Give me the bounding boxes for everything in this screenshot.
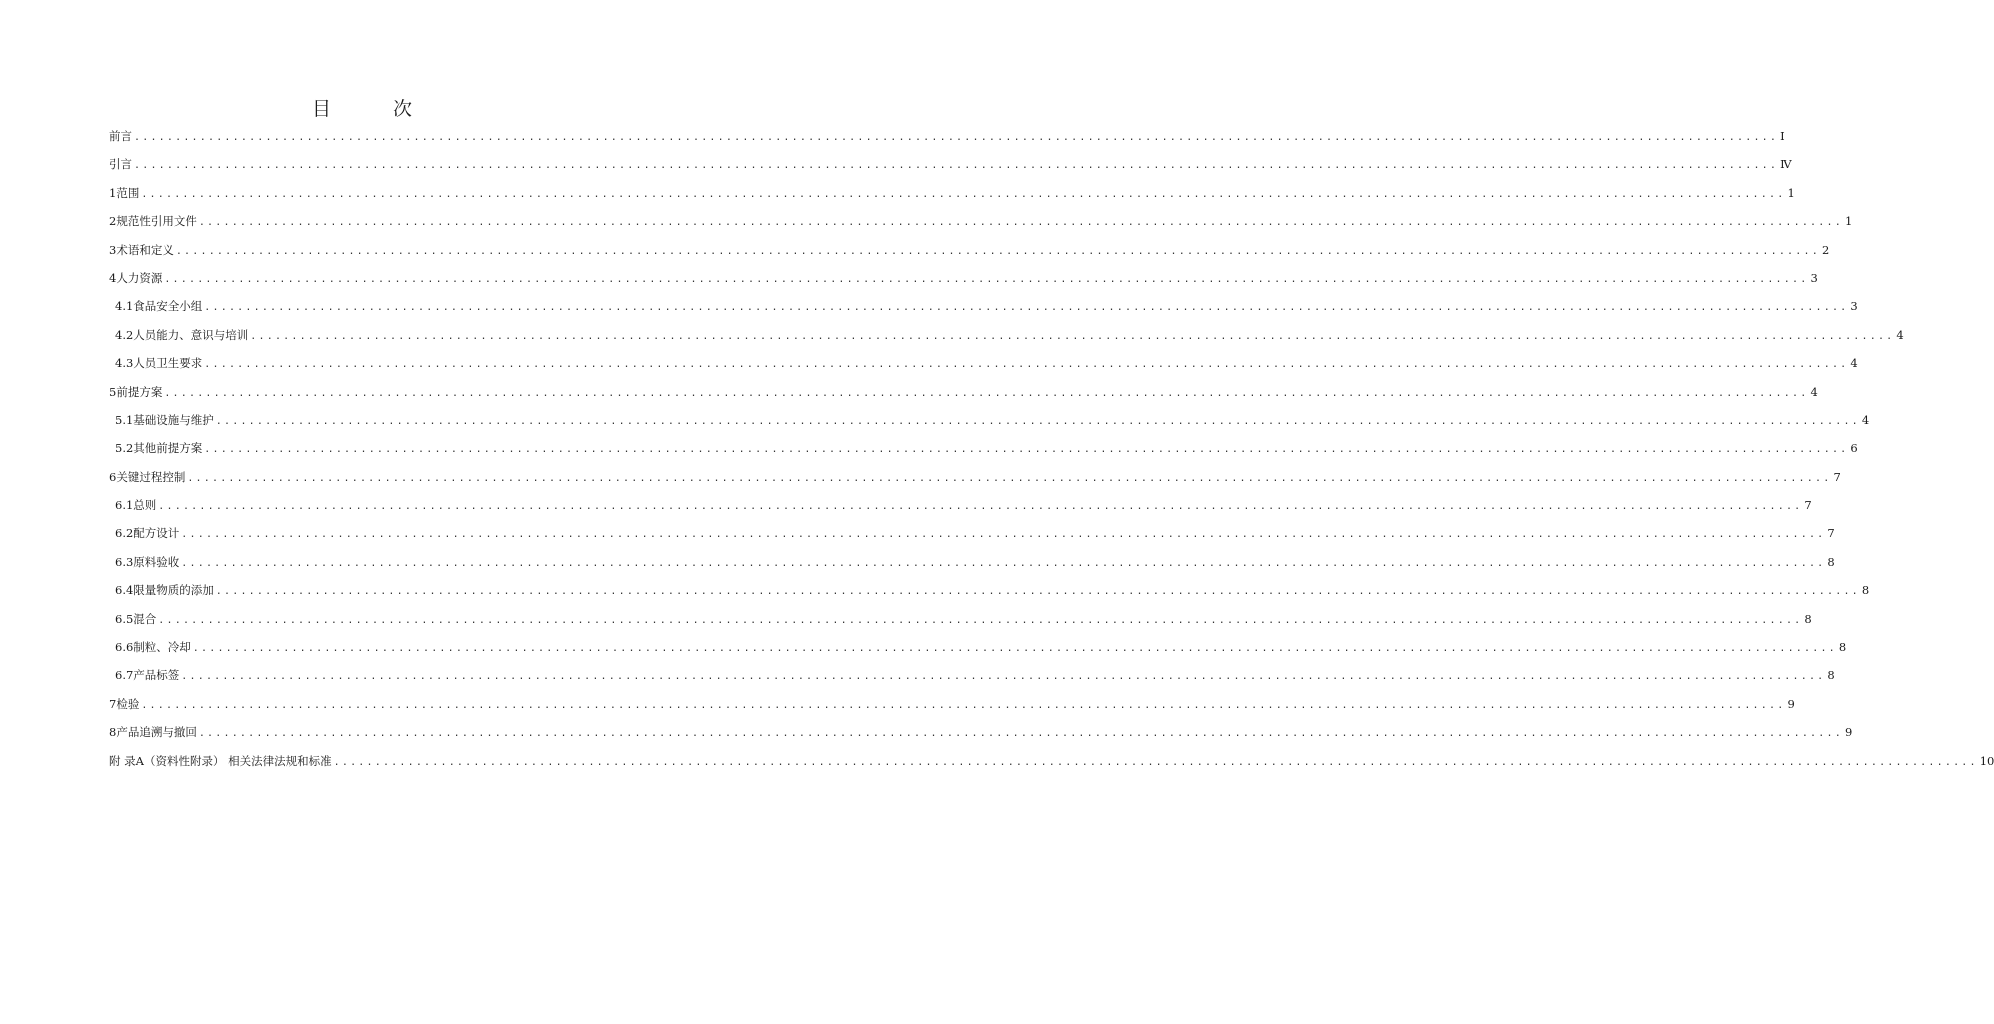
- toc-leader-dots: ........................................................................................................................................................................................................: [187, 472, 1832, 484]
- toc-entry: [109, 185, 1795, 213]
- toc-entry-label: 基础设施与维护: [133, 412, 214, 427]
- toc-entry-page: 8: [1827, 554, 1835, 569]
- toc-leader-dots: ........................................................................................................................................................................................................: [181, 557, 1826, 569]
- toc-entry-label: A（资料性附录） 相关法律法规和标准: [135, 753, 332, 768]
- toc-leader-dots: ........................................................................................................................................................................................................: [134, 160, 1779, 172]
- toc-entry-number: 6.5: [115, 611, 134, 626]
- toc-leader-dots: ........................................................................................................................................................................................................: [198, 217, 1843, 229]
- toc-entry-page: 6: [1850, 441, 1858, 456]
- toc-entry-label: 人员能力、意识与培训: [133, 327, 249, 342]
- toc-entry-number: 6.1: [115, 498, 134, 513]
- toc-entry: [109, 156, 1792, 184]
- toc-entry: [109, 128, 1785, 156]
- toc-entry: [109, 440, 1858, 468]
- toc-entry-page: 1: [1787, 185, 1795, 200]
- toc-entry-page: 8: [1861, 583, 1870, 598]
- toc-leader-dots: ........................................................................................................................................................................................................: [141, 699, 1786, 711]
- toc-entry: [109, 298, 1858, 326]
- toc-entry-label: 配方设计: [133, 526, 180, 541]
- toc-entry-number: 8: [109, 725, 117, 740]
- toc-entry-number: 6.4: [115, 583, 134, 598]
- toc-entry-page: 9: [1844, 725, 1853, 740]
- toc-leader-dots: ........................................................................................................................................................................................................: [192, 643, 1837, 655]
- toc-entry-number: 1: [109, 185, 117, 200]
- toc-entry-page: 8: [1838, 640, 1847, 655]
- toc-entry-number: 6.3: [115, 554, 134, 569]
- toc-entry-page: 4: [1861, 412, 1870, 427]
- toc-entry-label: 检验: [116, 696, 140, 711]
- toc-entry-label: 关键过程控制: [116, 469, 186, 484]
- toc-leader-dots: ........................................................................................................................................................................................................: [215, 415, 1860, 427]
- toc-entry-label: 限量物质的添加: [133, 583, 214, 598]
- toc-entry-number: 前: [109, 129, 121, 143]
- toc-entry: [109, 724, 1853, 752]
- toc-leader-dots: ........................................................................................................................................................................................................: [333, 756, 1978, 768]
- toc-entry: [109, 355, 1858, 383]
- toc-entry-number: 5.1: [115, 412, 134, 427]
- toc-entry-number: 2: [109, 214, 117, 229]
- toc-entry-label: 食品安全小组: [133, 299, 203, 314]
- toc-entry-label: 产品追溯与撤回: [116, 725, 197, 740]
- toc-entry: [109, 412, 1870, 440]
- toc-entry-page: 8: [1827, 668, 1835, 683]
- toc-leader-dots: ........................................................................................................................................................................................................: [134, 132, 1779, 143]
- table-of-contents: [109, 128, 1994, 781]
- toc-entry-label: 制粒、冷却: [133, 640, 191, 655]
- toc-entry: [109, 554, 1835, 582]
- toc-leader-dots: ........................................................................................................................................................................................................: [198, 728, 1843, 740]
- toc-entry-number: 5: [109, 384, 117, 399]
- toc-entry-number: 6.6: [115, 640, 134, 655]
- toc-entry-label: 人员卫生要求: [133, 356, 203, 371]
- toc-entry-page: 3: [1810, 270, 1818, 285]
- toc-leader-dots: ........................................................................................................................................................................................................: [250, 330, 1895, 342]
- toc-entry: [109, 525, 1835, 553]
- toc-entry-number: 4: [109, 270, 117, 285]
- toc-entry-label: 规范性引用文件: [116, 214, 197, 229]
- toc-entry-number: 6: [109, 469, 117, 484]
- toc-leader-dots: ........................................................................................................................................................................................................: [181, 529, 1826, 541]
- toc-entry-page: 7: [1827, 526, 1835, 541]
- toc-entry-page: 10: [1979, 753, 1994, 768]
- toc-entry: [109, 667, 1835, 695]
- toc-entry-label: 言: [120, 157, 132, 172]
- toc-entry-label: 其他前提方案: [133, 441, 203, 456]
- toc-entry-page: Ⅰ: [1780, 129, 1785, 143]
- toc-entry: [109, 582, 1870, 610]
- toc-entry-label: 混合: [133, 611, 157, 626]
- toc-entry: [109, 469, 1841, 497]
- toc-entry-page: Ⅳ: [1780, 157, 1792, 172]
- toc-entry: [109, 639, 1847, 667]
- toc-leader-dots: ........................................................................................................................................................................................................: [158, 614, 1803, 626]
- toc-entry-page: 4: [1850, 356, 1858, 371]
- toc-entry-number: 7: [109, 696, 117, 711]
- toc-entry-number: 引: [109, 157, 121, 172]
- toc-leader-dots: ........................................................................................................................................................................................................: [158, 501, 1803, 513]
- toc-entry-label: 言: [120, 129, 132, 143]
- toc-entry-page: 7: [1804, 498, 1812, 513]
- toc-entry: [109, 384, 1818, 412]
- toc-entry-number: 附 录: [109, 753, 136, 768]
- toc-entry-number: 5.2: [115, 441, 134, 456]
- toc-entry: [109, 270, 1818, 298]
- toc-entry: [109, 327, 1904, 355]
- toc-entry-page: 4: [1810, 384, 1818, 399]
- toc-entry-label: 总则: [133, 498, 157, 513]
- toc-entry-number: 4.3: [115, 356, 134, 371]
- toc-entry: [109, 242, 1830, 270]
- toc-leader-dots: ........................................................................................................................................................................................................: [181, 671, 1826, 683]
- toc-entry-number: 6.7: [115, 668, 134, 683]
- toc-leader-dots: ........................................................................................................................................................................................................: [204, 444, 1849, 456]
- toc-entry-page: 2: [1821, 242, 1830, 257]
- toc-entry: [109, 213, 1853, 241]
- toc-entry-page: 9: [1787, 696, 1795, 711]
- toc-entry-number: 6.2: [115, 526, 134, 541]
- toc-entry: [109, 611, 1812, 639]
- toc-entry: [109, 497, 1812, 525]
- toc-entry-page: 7: [1833, 469, 1841, 484]
- toc-leader-dots: ........................................................................................................................................................................................................: [164, 273, 1809, 285]
- toc-leader-dots: ........................................................................................................................................................................................................: [215, 586, 1860, 598]
- toc-entry-number: 3: [109, 242, 117, 257]
- toc-entry-page: 8: [1804, 611, 1812, 626]
- toc-leader-dots: ........................................................................................................................................................................................................: [141, 188, 1786, 200]
- toc-leader-dots: ........................................................................................................................................................................................................: [164, 387, 1809, 399]
- page-title: 目 次: [311, 98, 441, 120]
- toc-leader-dots: ........................................................................................................................................................................................................: [204, 302, 1849, 314]
- toc-entry-label: 术语和定义: [116, 242, 174, 257]
- toc-entry: [109, 753, 1994, 781]
- toc-entry-label: 原料验收: [133, 554, 180, 569]
- toc-leader-dots: ........................................................................................................................................................................................................: [204, 359, 1849, 371]
- toc-entry-page: 4: [1896, 327, 1904, 342]
- toc-entry-label: 范围: [116, 185, 140, 200]
- toc-entry-page: 3: [1850, 299, 1858, 314]
- toc-entry-label: 产品标签: [133, 668, 180, 683]
- toc-entry-number: 4.1: [115, 299, 134, 314]
- toc-entry-label: 前提方案: [116, 384, 163, 399]
- toc-entry-number: 4.2: [115, 327, 134, 342]
- toc-entry-label: 人力资源: [116, 270, 163, 285]
- toc-leader-dots: ........................................................................................................................................................................................................: [175, 245, 1820, 257]
- toc-entry: [109, 696, 1795, 724]
- toc-entry-page: 1: [1844, 214, 1853, 229]
